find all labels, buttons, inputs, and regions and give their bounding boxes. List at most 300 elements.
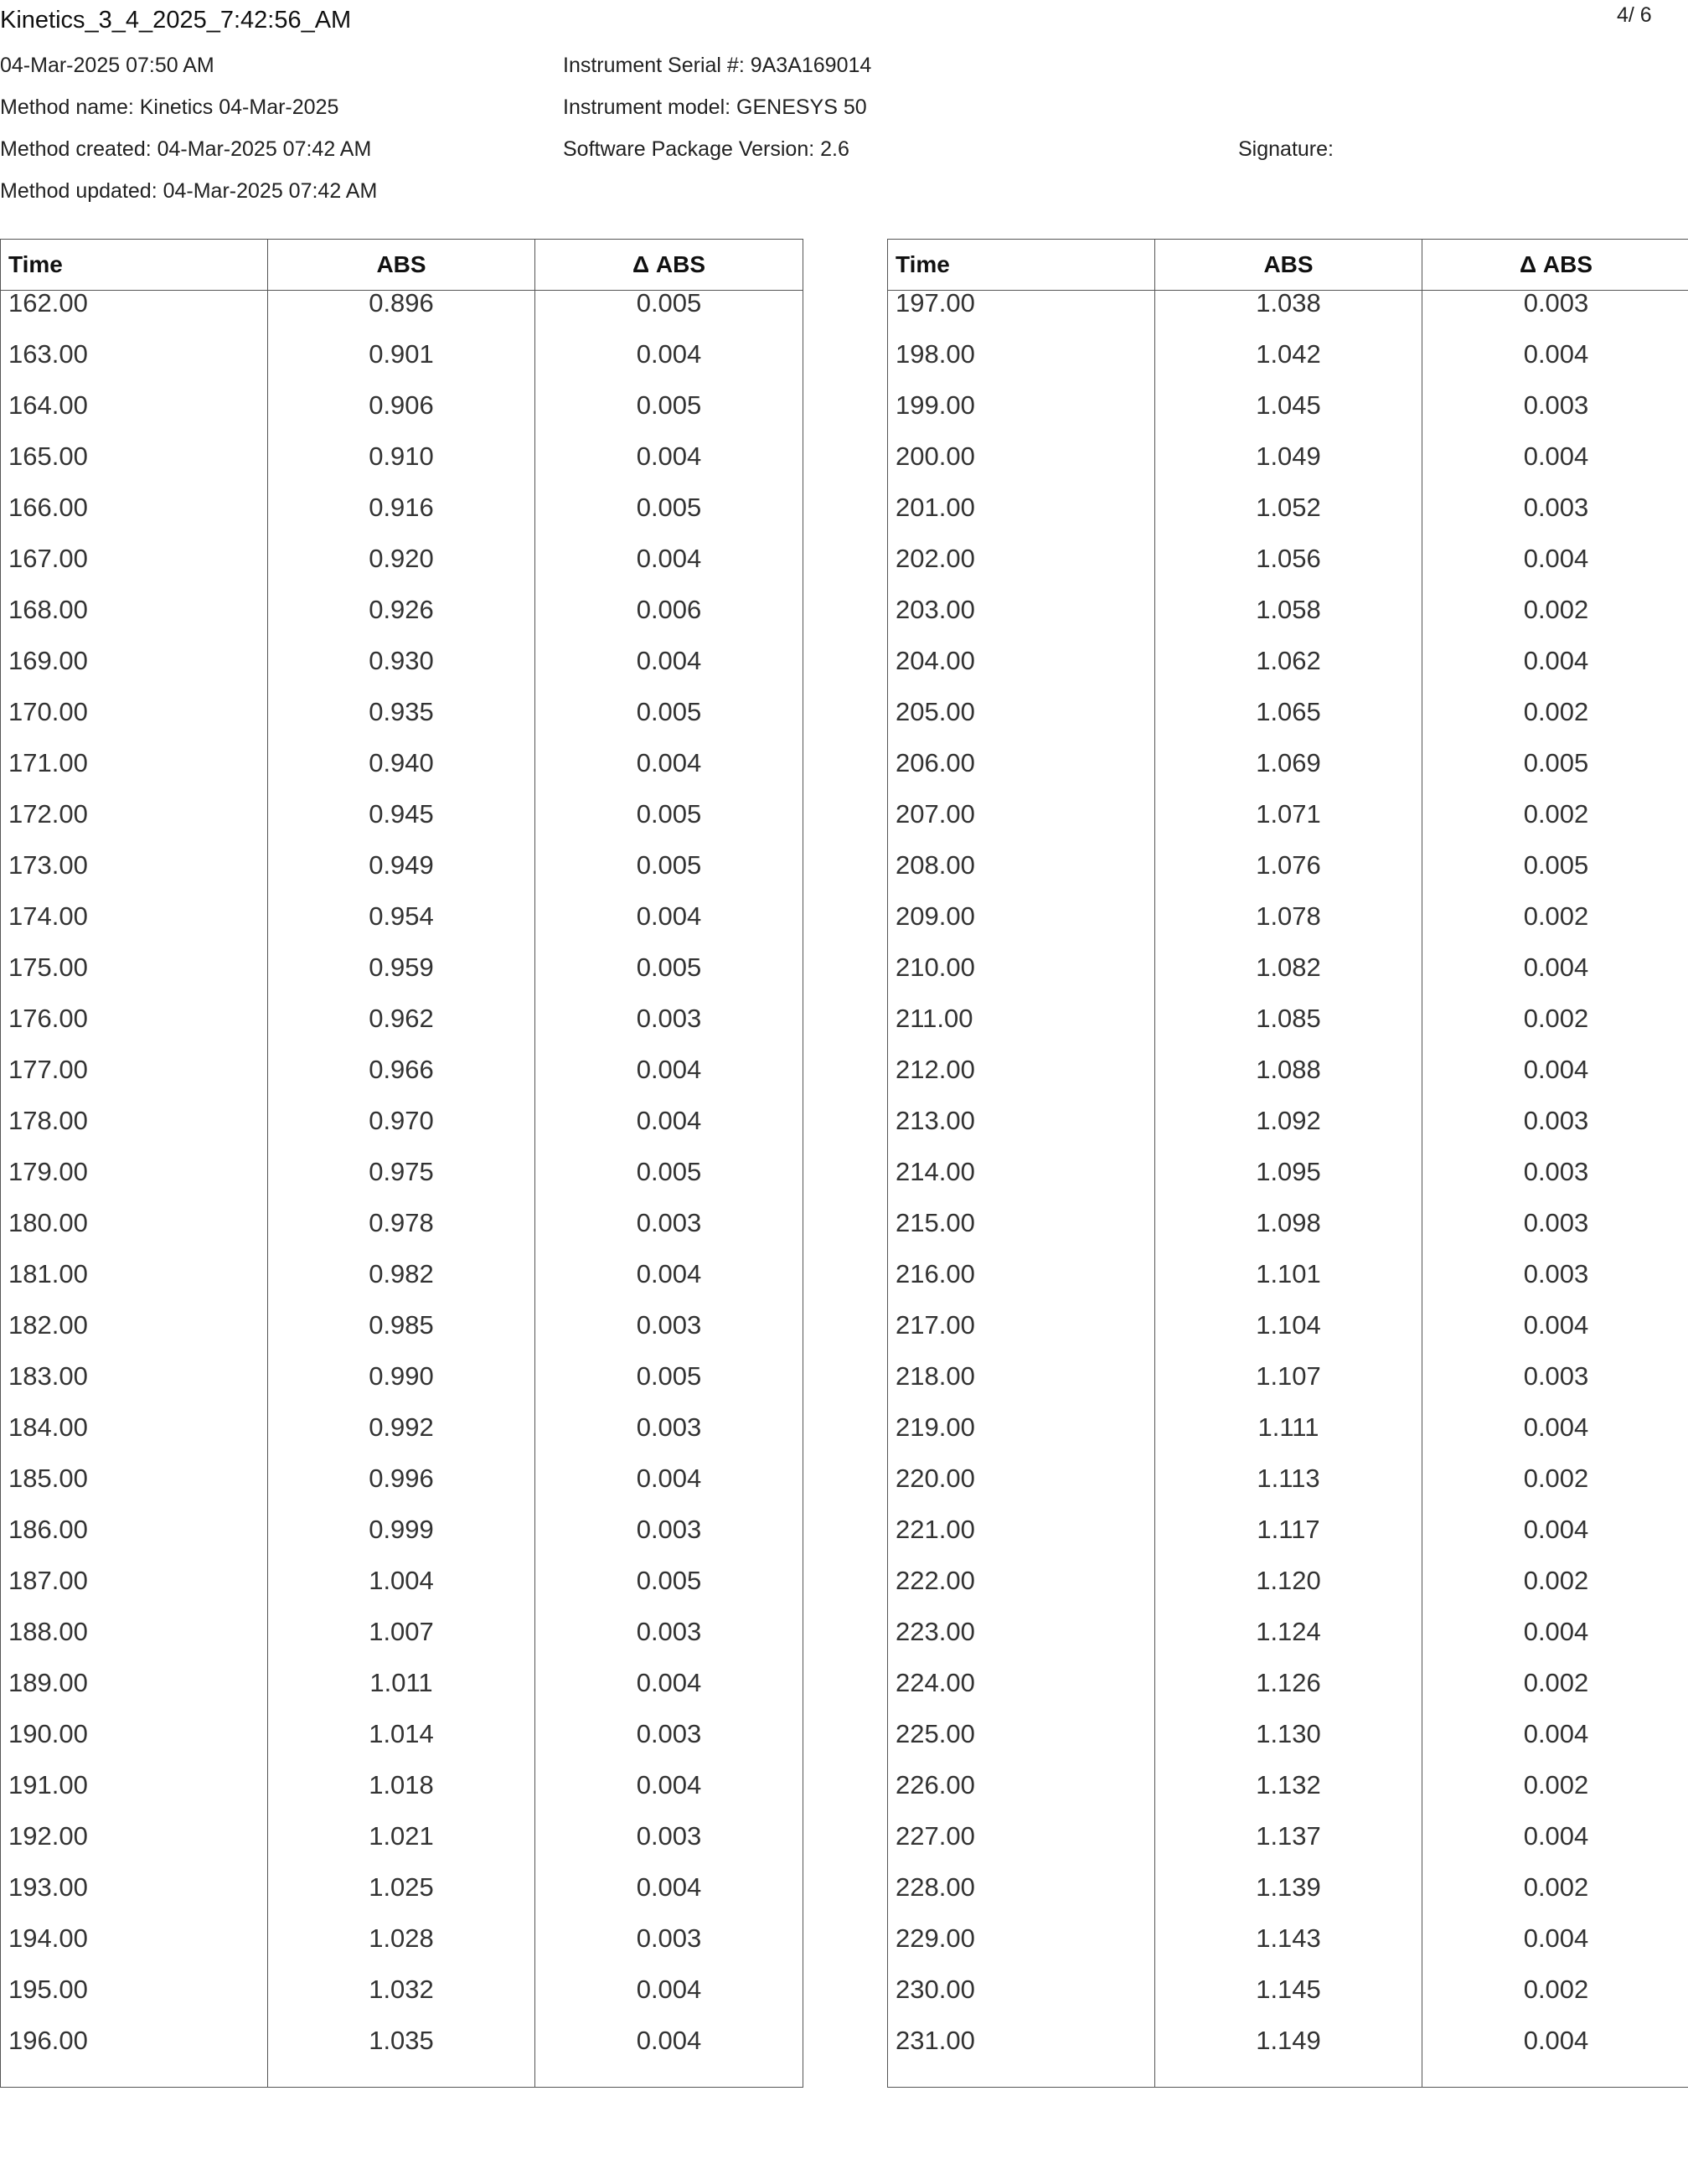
cell-abs: 0.999	[268, 1517, 535, 1568]
cell-time: 171.00	[8, 748, 88, 777]
cell-abs: 0.975	[268, 1159, 535, 1211]
method-updated: Method updated: 04-Mar-2025 07:42 AM	[0, 179, 378, 203]
cell-time: 187.00	[8, 1566, 88, 1595]
cell-time: 173.00	[8, 850, 88, 880]
cell-delta-abs: 0.003	[535, 1722, 803, 1773]
cell-time: 181.00	[8, 1259, 88, 1288]
cell-delta-abs: 0.004	[1422, 2028, 1688, 2088]
cell-abs: 1.104	[1155, 1313, 1422, 1364]
table-header-row	[1, 240, 803, 291]
cell-time: 177.00	[8, 1055, 88, 1084]
cell-abs: 0.906	[268, 393, 535, 444]
cell-delta-abs: 0.004	[535, 1670, 803, 1722]
cell-abs: 1.145	[1155, 1977, 1422, 2028]
cell-time: 163.00	[8, 339, 88, 369]
cell-delta-abs: 0.002	[1422, 802, 1688, 853]
cell-delta-abs: 0.003	[535, 1006, 803, 1057]
cell-abs: 0.954	[268, 904, 535, 955]
cell-time: 211.00	[896, 1004, 973, 1033]
cell-time: 186.00	[8, 1515, 88, 1544]
cell-abs: 1.052	[1155, 495, 1422, 546]
cell-time: 165.00	[8, 441, 88, 471]
cell-delta-abs: 0.005	[535, 1364, 803, 1415]
cell-time: 198.00	[896, 339, 975, 369]
table-row	[1, 955, 803, 1006]
cell-abs: 1.095	[1155, 1159, 1422, 1211]
table-row	[888, 1364, 1688, 1415]
table-row	[1, 1926, 803, 1977]
cell-time: 193.00	[8, 1872, 88, 1902]
cell-abs: 1.111	[1155, 1415, 1422, 1466]
table-row	[888, 1773, 1688, 1824]
table-row	[888, 597, 1688, 648]
table-row	[1, 342, 803, 393]
cell-delta-abs: 0.003	[1422, 1211, 1688, 1262]
cell-delta-abs: 0.005	[535, 955, 803, 1006]
cell-delta-abs: 0.002	[1422, 1773, 1688, 1824]
cell-delta-abs: 0.002	[1422, 1977, 1688, 2028]
cell-delta-abs: 0.004	[535, 648, 803, 700]
table-row	[1, 546, 803, 597]
cell-time: 221.00	[896, 1515, 975, 1544]
cell-abs: 1.143	[1155, 1926, 1422, 1977]
cell-time: 200.00	[896, 441, 975, 471]
table-row	[888, 904, 1688, 955]
cell-abs: 1.078	[1155, 904, 1422, 955]
page-number: 4/ 6	[1617, 3, 1652, 27]
table-row	[1, 1159, 803, 1211]
cell-time: 167.00	[8, 544, 88, 573]
cell-delta-abs: 0.005	[535, 495, 803, 546]
cell-abs: 1.107	[1155, 1364, 1422, 1415]
cell-delta-abs: 0.004	[535, 444, 803, 495]
table-row	[888, 1875, 1688, 1926]
cell-delta-abs: 0.004	[535, 1773, 803, 1824]
cell-time: 196.00	[8, 2026, 88, 2055]
column-header-delta-abs: Δ ABS	[535, 240, 803, 291]
table-row	[888, 1313, 1688, 1364]
instrument-model: Instrument model: GENESYS 50	[563, 96, 867, 119]
table-row	[888, 1159, 1688, 1211]
cell-time: 170.00	[8, 697, 88, 726]
cell-time: 212.00	[896, 1055, 975, 1084]
table-row	[1, 1006, 803, 1057]
cell-delta-abs: 0.004	[535, 1262, 803, 1313]
cell-delta-abs: 0.003	[535, 1415, 803, 1466]
cell-delta-abs: 0.004	[1422, 1517, 1688, 1568]
cell-time: 166.00	[8, 493, 88, 522]
cell-delta-abs: 0.003	[1422, 495, 1688, 546]
cell-abs: 1.076	[1155, 853, 1422, 904]
cell-delta-abs: 0.002	[1422, 1670, 1688, 1722]
cell-delta-abs: 0.004	[535, 751, 803, 802]
cell-abs: 0.962	[268, 1006, 535, 1057]
cell-abs: 0.920	[268, 546, 535, 597]
column-header-time: Time	[888, 240, 1155, 291]
cell-delta-abs: 0.005	[1422, 751, 1688, 802]
kinetics-table-right	[887, 239, 1688, 2088]
cell-time: 228.00	[896, 1872, 975, 1902]
cell-delta-abs: 0.004	[1422, 1722, 1688, 1773]
cell-abs: 1.126	[1155, 1670, 1422, 1722]
cell-time: 215.00	[896, 1208, 975, 1237]
cell-delta-abs: 0.003	[535, 1619, 803, 1670]
cell-abs: 1.120	[1155, 1568, 1422, 1619]
cell-time: 204.00	[896, 646, 975, 675]
table-row	[1, 393, 803, 444]
table-row	[888, 342, 1688, 393]
cell-abs: 1.139	[1155, 1875, 1422, 1926]
cell-time: 214.00	[896, 1157, 975, 1186]
cell-delta-abs: 0.002	[1422, 1466, 1688, 1517]
cell-time: 197.00	[896, 288, 975, 318]
cell-delta-abs: 0.004	[1422, 1824, 1688, 1875]
table-row	[888, 1517, 1688, 1568]
instrument-serial: Instrument Serial #: 9A3A169014	[563, 54, 872, 77]
cell-abs: 1.011	[268, 1670, 535, 1722]
cell-delta-abs: 0.004	[1422, 1415, 1688, 1466]
cell-abs: 0.935	[268, 700, 535, 751]
column-header-abs: ABS	[268, 240, 535, 291]
table-row	[888, 648, 1688, 700]
cell-abs: 0.945	[268, 802, 535, 853]
table-row	[888, 1670, 1688, 1722]
cell-time: 190.00	[8, 1719, 88, 1748]
table-row	[888, 1108, 1688, 1159]
cell-delta-abs: 0.004	[1422, 1926, 1688, 1977]
cell-abs: 1.049	[1155, 444, 1422, 495]
cell-delta-abs: 0.005	[535, 1159, 803, 1211]
cell-time: 224.00	[896, 1668, 975, 1697]
table-row	[888, 1722, 1688, 1773]
cell-abs: 1.032	[268, 1977, 535, 2028]
cell-abs: 1.113	[1155, 1466, 1422, 1517]
table-row	[1, 1875, 803, 1926]
table-row	[888, 955, 1688, 1006]
cell-time: 188.00	[8, 1617, 88, 1646]
cell-delta-abs: 0.004	[1422, 648, 1688, 700]
cell-delta-abs: 0.004	[535, 1875, 803, 1926]
cell-time: 218.00	[896, 1361, 975, 1391]
cell-abs: 1.056	[1155, 546, 1422, 597]
table-row	[888, 751, 1688, 802]
cell-time: 192.00	[8, 1821, 88, 1851]
cell-delta-abs: 0.004	[1422, 342, 1688, 393]
cell-abs: 0.949	[268, 853, 535, 904]
table-row	[888, 1006, 1688, 1057]
cell-delta-abs: 0.005	[535, 1568, 803, 1619]
table-row	[1, 648, 803, 700]
cell-delta-abs: 0.003	[1422, 1108, 1688, 1159]
cell-abs: 1.092	[1155, 1108, 1422, 1159]
cell-time: 203.00	[896, 595, 975, 624]
cell-time: 182.00	[8, 1310, 88, 1340]
cell-abs: 1.137	[1155, 1824, 1422, 1875]
table-row	[1, 1262, 803, 1313]
method-name: Method name: Kinetics 04-Mar-2025	[0, 96, 339, 119]
table-row	[1, 597, 803, 648]
cell-time: 231.00	[896, 2026, 975, 2055]
cell-time: 180.00	[8, 1208, 88, 1237]
cell-delta-abs: 0.004	[535, 1977, 803, 2028]
table-row	[888, 1415, 1688, 1466]
cell-abs: 1.065	[1155, 700, 1422, 751]
cell-time: 194.00	[8, 1923, 88, 1953]
table-row	[888, 1977, 1688, 2028]
cell-abs: 0.992	[268, 1415, 535, 1466]
cell-time: 168.00	[8, 595, 88, 624]
cell-abs: 1.069	[1155, 751, 1422, 802]
cell-delta-abs: 0.004	[1422, 1313, 1688, 1364]
cell-delta-abs: 0.003	[1422, 1364, 1688, 1415]
cell-abs: 1.082	[1155, 955, 1422, 1006]
cell-abs: 0.916	[268, 495, 535, 546]
cell-abs: 1.035	[268, 2028, 535, 2088]
cell-abs: 0.982	[268, 1262, 535, 1313]
cell-delta-abs: 0.002	[1422, 597, 1688, 648]
table-row	[1, 1568, 803, 1619]
cell-delta-abs: 0.005	[535, 393, 803, 444]
cell-time: 207.00	[896, 799, 975, 829]
cell-abs: 0.970	[268, 1108, 535, 1159]
cell-abs: 0.901	[268, 342, 535, 393]
cell-time: 229.00	[896, 1923, 975, 1953]
cell-abs: 0.926	[268, 597, 535, 648]
cell-time: 220.00	[896, 1464, 975, 1493]
table-row	[1, 495, 803, 546]
table-row	[1, 802, 803, 853]
signature-label: Signature:	[1238, 137, 1334, 161]
cell-time: 175.00	[8, 953, 88, 982]
cell-abs: 0.978	[268, 1211, 535, 1262]
table-row	[888, 700, 1688, 751]
cell-time: 164.00	[8, 390, 88, 420]
cell-delta-abs: 0.002	[1422, 904, 1688, 955]
column-header-abs: ABS	[1155, 240, 1422, 291]
cell-delta-abs: 0.003	[1422, 1159, 1688, 1211]
cell-abs: 1.098	[1155, 1211, 1422, 1262]
cell-time: 208.00	[896, 850, 975, 880]
cell-delta-abs: 0.002	[1422, 700, 1688, 751]
cell-abs: 1.018	[268, 1773, 535, 1824]
cell-abs: 0.966	[268, 1057, 535, 1108]
cell-time: 216.00	[896, 1259, 975, 1288]
cell-delta-abs: 0.002	[1422, 1875, 1688, 1926]
cell-time: 205.00	[896, 697, 975, 726]
cell-abs: 1.038	[1155, 291, 1422, 343]
cell-delta-abs: 0.003	[1422, 393, 1688, 444]
cell-abs: 0.996	[268, 1466, 535, 1517]
method-created: Method created: 04-Mar-2025 07:42 AM	[0, 137, 372, 161]
cell-delta-abs: 0.004	[1422, 546, 1688, 597]
cell-abs: 1.028	[268, 1926, 535, 1977]
table-row	[1, 1722, 803, 1773]
table-row	[1, 751, 803, 802]
cell-delta-abs: 0.005	[1422, 853, 1688, 904]
cell-time: 230.00	[896, 1975, 975, 2004]
report-datetime: 04-Mar-2025 07:50 AM	[0, 54, 214, 77]
table-row	[888, 393, 1688, 444]
cell-abs: 1.132	[1155, 1773, 1422, 1824]
table-row	[888, 291, 1688, 343]
table-row	[1, 1517, 803, 1568]
cell-time: 179.00	[8, 1157, 88, 1186]
cell-time: 209.00	[896, 901, 975, 931]
table-row	[888, 1057, 1688, 1108]
cell-time: 219.00	[896, 1412, 975, 1442]
cell-abs: 0.990	[268, 1364, 535, 1415]
cell-delta-abs: 0.004	[535, 904, 803, 955]
table-row	[888, 1262, 1688, 1313]
cell-time: 191.00	[8, 1770, 88, 1799]
cell-delta-abs: 0.003	[535, 1211, 803, 1262]
table-row	[888, 2028, 1688, 2088]
table-header-row	[888, 240, 1688, 291]
cell-delta-abs: 0.004	[535, 1466, 803, 1517]
cell-abs: 1.004	[268, 1568, 535, 1619]
table-row	[1, 700, 803, 751]
table-row	[1, 1364, 803, 1415]
cell-time: 202.00	[896, 544, 975, 573]
table-row	[888, 495, 1688, 546]
cell-abs: 0.910	[268, 444, 535, 495]
cell-time: 213.00	[896, 1106, 975, 1135]
table-row	[1, 1057, 803, 1108]
cell-delta-abs: 0.004	[1422, 444, 1688, 495]
table-row	[888, 1466, 1688, 1517]
cell-abs: 1.071	[1155, 802, 1422, 853]
column-header-delta-abs: Δ ABS	[1422, 240, 1688, 291]
table-row	[888, 1211, 1688, 1262]
cell-time: 195.00	[8, 1975, 88, 2004]
cell-abs: 1.025	[268, 1875, 535, 1926]
table-row	[1, 853, 803, 904]
cell-time: 227.00	[896, 1821, 975, 1851]
cell-delta-abs: 0.005	[535, 802, 803, 853]
table-row	[1, 1977, 803, 2028]
cell-abs: 0.930	[268, 648, 535, 700]
cell-delta-abs: 0.004	[1422, 1057, 1688, 1108]
cell-delta-abs: 0.003	[535, 1517, 803, 1568]
cell-abs: 1.117	[1155, 1517, 1422, 1568]
cell-time: 183.00	[8, 1361, 88, 1391]
cell-delta-abs: 0.004	[1422, 1619, 1688, 1670]
document-title: Kinetics_3_4_2025_7:42:56_AM	[0, 7, 352, 34]
cell-delta-abs: 0.003	[535, 1824, 803, 1875]
cell-abs: 1.045	[1155, 393, 1422, 444]
table-row	[1, 1313, 803, 1364]
cell-delta-abs: 0.002	[1422, 1006, 1688, 1057]
table-row	[1, 291, 803, 343]
cell-time: 162.00	[8, 288, 88, 318]
cell-delta-abs: 0.004	[1422, 955, 1688, 1006]
kinetics-table-left	[0, 239, 803, 2088]
cell-time: 178.00	[8, 1106, 88, 1135]
cell-time: 169.00	[8, 646, 88, 675]
cell-time: 185.00	[8, 1464, 88, 1493]
cell-time: 174.00	[8, 901, 88, 931]
cell-time: 223.00	[896, 1617, 975, 1646]
cell-abs: 0.985	[268, 1313, 535, 1364]
table-row	[888, 802, 1688, 853]
software-version: Software Package Version: 2.6	[563, 137, 849, 161]
cell-time: 201.00	[896, 493, 975, 522]
cell-abs: 1.014	[268, 1722, 535, 1773]
cell-time: 184.00	[8, 1412, 88, 1442]
cell-delta-abs: 0.003	[535, 1926, 803, 1977]
cell-abs: 1.130	[1155, 1722, 1422, 1773]
cell-abs: 1.058	[1155, 597, 1422, 648]
table-row	[888, 853, 1688, 904]
cell-time: 217.00	[896, 1310, 975, 1340]
cell-delta-abs: 0.003	[1422, 1262, 1688, 1313]
column-header-time: Time	[1, 240, 268, 291]
table-row	[1, 1619, 803, 1670]
cell-abs: 1.007	[268, 1619, 535, 1670]
cell-abs: 1.042	[1155, 342, 1422, 393]
cell-abs: 1.088	[1155, 1057, 1422, 1108]
cell-time: 189.00	[8, 1668, 88, 1697]
table-row	[888, 444, 1688, 495]
cell-abs: 1.149	[1155, 2028, 1422, 2088]
table-row	[888, 1568, 1688, 1619]
cell-delta-abs: 0.003	[535, 1313, 803, 1364]
cell-abs: 1.101	[1155, 1262, 1422, 1313]
cell-delta-abs: 0.004	[535, 2028, 803, 2088]
cell-delta-abs: 0.003	[1422, 291, 1688, 343]
cell-time: 210.00	[896, 953, 975, 982]
table-row	[1, 444, 803, 495]
cell-abs: 0.959	[268, 955, 535, 1006]
cell-delta-abs: 0.005	[535, 700, 803, 751]
cell-abs: 1.124	[1155, 1619, 1422, 1670]
table-row	[1, 1466, 803, 1517]
cell-delta-abs: 0.005	[535, 853, 803, 904]
cell-delta-abs: 0.002	[1422, 1568, 1688, 1619]
cell-abs: 1.021	[268, 1824, 535, 1875]
cell-time: 225.00	[896, 1719, 975, 1748]
cell-delta-abs: 0.004	[535, 1057, 803, 1108]
cell-time: 199.00	[896, 390, 975, 420]
cell-time: 176.00	[8, 1004, 88, 1033]
table-row	[1, 1670, 803, 1722]
table-row	[1, 2028, 803, 2088]
table-row	[1, 904, 803, 955]
table-row	[1, 1415, 803, 1466]
cell-time: 226.00	[896, 1770, 975, 1799]
cell-abs: 0.940	[268, 751, 535, 802]
table-row	[888, 546, 1688, 597]
cell-abs: 0.896	[268, 291, 535, 343]
cell-time: 172.00	[8, 799, 88, 829]
table-row	[888, 1926, 1688, 1977]
table-row	[1, 1211, 803, 1262]
cell-delta-abs: 0.006	[535, 597, 803, 648]
cell-abs: 1.085	[1155, 1006, 1422, 1057]
cell-delta-abs: 0.004	[535, 546, 803, 597]
cell-abs: 1.062	[1155, 648, 1422, 700]
cell-time: 222.00	[896, 1566, 975, 1595]
cell-delta-abs: 0.005	[535, 291, 803, 343]
table-row	[1, 1108, 803, 1159]
cell-time: 206.00	[896, 748, 975, 777]
table-row	[1, 1824, 803, 1875]
cell-delta-abs: 0.004	[535, 1108, 803, 1159]
table-row	[888, 1619, 1688, 1670]
cell-delta-abs: 0.004	[535, 342, 803, 393]
table-row	[888, 1824, 1688, 1875]
table-row	[1, 1773, 803, 1824]
